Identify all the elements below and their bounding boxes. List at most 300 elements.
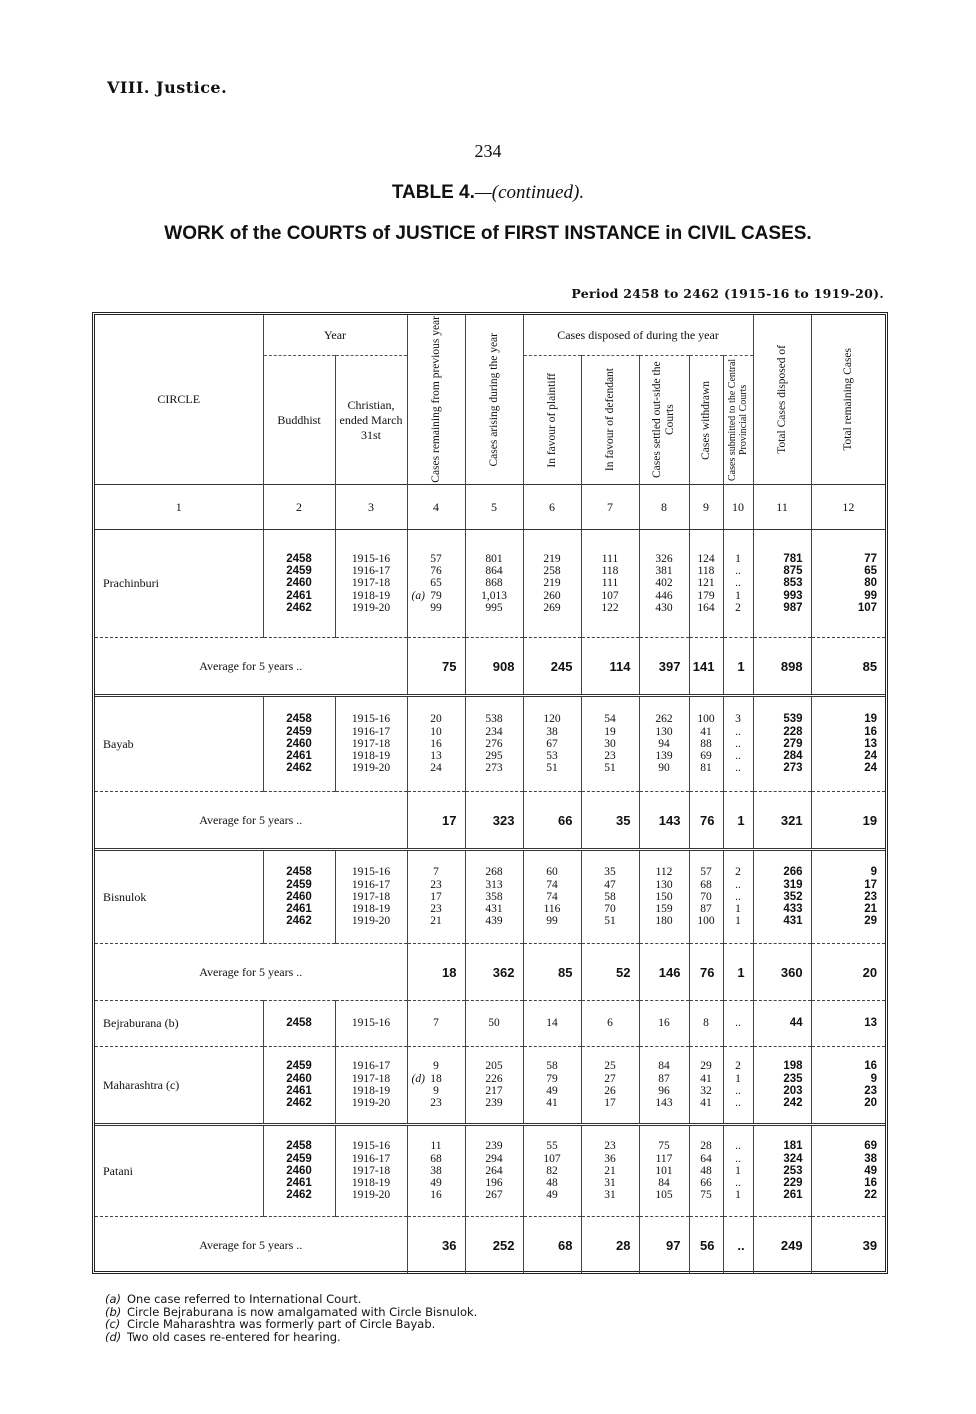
col-withdrawn <box>689 1047 723 1125</box>
value: 164 <box>697 601 715 614</box>
circle-block <box>95 530 885 638</box>
average-value: 141 <box>689 638 723 696</box>
value: 1 <box>735 589 741 602</box>
value: 993 <box>783 589 803 602</box>
table-subtitle: WORK of the COURTS of JUSTICE of FIRST INSTANCE in CIVIL CASES. <box>164 223 812 244</box>
value: 26 <box>604 1085 616 1097</box>
value: 1 <box>735 552 741 565</box>
average-row <box>95 638 885 696</box>
value: 60 <box>546 866 558 879</box>
col-arising <box>465 1125 523 1217</box>
value: 1,013 <box>481 589 507 602</box>
value: 781 <box>783 552 803 565</box>
average-value: 28 <box>581 1217 639 1274</box>
value: 20 <box>430 713 442 726</box>
buddhist-year: 2460 <box>286 890 312 903</box>
value: 203 <box>783 1085 803 1097</box>
buddhist-year: 2459 <box>286 1152 312 1165</box>
value: 24 <box>864 762 878 775</box>
col-settled <box>639 850 689 944</box>
remaining-prev-value <box>408 1153 465 1165</box>
value: 159 <box>655 903 673 916</box>
christian-year: 1918-19 <box>351 1177 391 1190</box>
value: 358 <box>485 890 503 903</box>
period-label: Period 2458 to 2462 (1915-16 to 1919-20). <box>571 286 884 301</box>
christian-year: 1919-20 <box>351 1189 391 1202</box>
value: 19 <box>864 713 878 726</box>
value: 44 <box>789 1017 803 1030</box>
col-settled <box>639 1001 689 1047</box>
footnote <box>105 1331 477 1344</box>
col-total-disposed <box>753 530 811 638</box>
col-defendant <box>581 530 639 638</box>
value: 69 <box>700 750 712 763</box>
buddhist-years <box>263 530 335 638</box>
value: 801 <box>485 552 503 565</box>
value: 253 <box>783 1164 803 1177</box>
value: 7 <box>433 1017 439 1030</box>
remaining-prev-value <box>408 1165 465 1177</box>
value: 29 <box>700 1060 712 1073</box>
average-value: 56 <box>689 1217 723 1274</box>
value: 57 <box>430 552 442 565</box>
col-settled <box>639 696 689 792</box>
value: 17 <box>604 1097 616 1110</box>
table-title <box>0 182 976 204</box>
average-value: 18 <box>407 944 465 1001</box>
value: 14 <box>546 1017 558 1030</box>
col-remaining-prev <box>407 850 465 944</box>
value: 150 <box>655 890 673 903</box>
value: 226 <box>485 1072 503 1085</box>
value: 24 <box>430 762 442 775</box>
header-defendant-text: In favour of defendant <box>603 368 616 472</box>
value: 118 <box>601 565 619 578</box>
buddhist-year: 2459 <box>286 565 312 578</box>
average-value: 17 <box>407 792 465 850</box>
header-circle: CIRCLE <box>95 315 263 485</box>
value: 276 <box>485 737 503 750</box>
column-number: 11 <box>753 485 811 530</box>
value: 107 <box>857 601 878 614</box>
value: 7 <box>433 866 439 879</box>
buddhist-year: 2462 <box>286 915 312 928</box>
remaining-prev-value <box>408 879 465 891</box>
value: 9 <box>433 1085 439 1097</box>
christian-year: 1915-16 <box>351 1140 391 1153</box>
value: .. <box>735 565 741 578</box>
value: 35 <box>604 866 616 879</box>
table-title-continued: —(continued). <box>474 182 585 203</box>
col-settled <box>639 530 689 638</box>
value: 267 <box>485 1189 503 1202</box>
value: 84 <box>658 1060 670 1073</box>
value: 23 <box>430 903 442 916</box>
col-remaining-prev <box>407 1125 465 1217</box>
remaining-prev-value <box>408 762 465 774</box>
col-arising <box>465 530 523 638</box>
value: 987 <box>783 601 803 614</box>
value: 431 <box>783 915 803 928</box>
header-year: Year <box>263 315 407 356</box>
value: 32 <box>700 1085 712 1097</box>
col-submitted <box>723 850 753 944</box>
column-number: 4 <box>407 485 465 530</box>
col-arising <box>465 696 523 792</box>
value: 25 <box>604 1060 616 1073</box>
value: 868 <box>485 577 503 590</box>
header-total-disposed-text: Total Cases disposed of <box>775 345 788 454</box>
column-number: 7 <box>581 485 639 530</box>
value: 100 <box>697 713 715 726</box>
christian-years <box>335 1125 407 1217</box>
value: 294 <box>485 1152 503 1165</box>
average-value: 35 <box>581 792 639 850</box>
value: 1 <box>735 1189 741 1202</box>
value: 402 <box>655 577 673 590</box>
value: 75 <box>700 1189 712 1202</box>
value: 49 <box>546 1085 558 1097</box>
column-number: 8 <box>639 485 689 530</box>
value: 2 <box>735 601 741 614</box>
value: 57 <box>700 866 712 879</box>
column-number: 10 <box>723 485 753 530</box>
buddhist-year: 2461 <box>286 903 312 916</box>
column-number: 3 <box>335 485 407 530</box>
col-plaintiff <box>523 530 581 638</box>
value: 229 <box>783 1177 803 1190</box>
value: 41 <box>700 725 712 738</box>
value: 41 <box>700 1072 712 1085</box>
value: 28 <box>700 1140 712 1153</box>
value: 121 <box>697 577 715 590</box>
average-value: 908 <box>465 638 523 696</box>
average-value: 321 <box>753 792 811 850</box>
value: 439 <box>485 915 503 928</box>
value: 49 <box>864 1164 878 1177</box>
remaining-prev-value <box>408 1017 465 1029</box>
value: 55 <box>546 1140 558 1153</box>
remaining-prev-value <box>408 1073 465 1085</box>
christian-year: 1919-20 <box>351 915 391 928</box>
value: 130 <box>655 878 673 891</box>
header-christian: Christian, ended March 31st <box>335 356 407 485</box>
average-value: 85 <box>523 944 581 1001</box>
value: 112 <box>655 866 673 879</box>
value: 69 <box>864 1140 878 1153</box>
average-value: 397 <box>639 638 689 696</box>
col-total-disposed <box>753 696 811 792</box>
footnote-mark: (b) <box>105 1304 122 1319</box>
value: 433 <box>783 903 803 916</box>
value: 17 <box>864 878 878 891</box>
value: 49 <box>430 1177 442 1190</box>
value: .. <box>735 577 741 590</box>
value: 68 <box>700 878 712 891</box>
note-mark: (a) <box>411 589 425 602</box>
column-number: 2 <box>263 485 335 530</box>
value: 13 <box>864 737 878 750</box>
value: 1 <box>735 1164 741 1177</box>
christian-year: 1916-17 <box>351 1152 391 1165</box>
buddhist-year: 2461 <box>286 1085 312 1097</box>
col-plaintiff <box>523 1125 581 1217</box>
christian-year: 1915-16 <box>351 552 391 565</box>
col-total-remaining <box>811 1125 885 1217</box>
average-label: Average for 5 years .. <box>95 638 407 696</box>
value: 116 <box>543 903 561 916</box>
value: 101 <box>655 1164 673 1177</box>
value: 16 <box>864 725 878 738</box>
col-total-remaining <box>811 1047 885 1125</box>
average-label: Average for 5 years .. <box>95 1217 407 1274</box>
value: 2 <box>735 866 741 879</box>
value: 269 <box>543 601 561 614</box>
value: 431 <box>485 903 503 916</box>
christian-year: 1915-16 <box>351 866 391 879</box>
buddhist-year: 2458 <box>286 1017 312 1030</box>
christian-year: 1917-18 <box>351 1072 391 1085</box>
average-value: 898 <box>753 638 811 696</box>
value: 79 <box>546 1072 558 1085</box>
value: 16 <box>864 1177 878 1190</box>
average-label: Average for 5 years .. <box>95 944 407 1001</box>
column-number: 6 <box>523 485 581 530</box>
col-submitted <box>723 1125 753 1217</box>
value: 139 <box>655 750 673 763</box>
value: 13 <box>430 750 442 763</box>
value: .. <box>735 762 741 775</box>
average-value: 245 <box>523 638 581 696</box>
christian-year: 1916-17 <box>351 1060 391 1073</box>
col-total-remaining <box>811 1001 885 1047</box>
col-submitted <box>723 1047 753 1125</box>
average-value: 114 <box>581 638 639 696</box>
col-total-remaining <box>811 530 885 638</box>
col-total-disposed <box>753 850 811 944</box>
circle-block <box>95 1125 885 1217</box>
header-total-disposed <box>753 315 811 485</box>
remaining-prev-value <box>408 1060 465 1072</box>
value: 219 <box>543 552 561 565</box>
remaining-prev-value <box>408 602 465 614</box>
christian-year: 1918-19 <box>351 1085 391 1097</box>
buddhist-year: 2461 <box>286 750 312 763</box>
value: 198 <box>783 1060 803 1073</box>
header-arising <box>465 315 523 485</box>
average-value: 68 <box>523 1217 581 1274</box>
buddhist-year: 2460 <box>286 577 312 590</box>
col-withdrawn <box>689 1125 723 1217</box>
circle-block <box>95 850 885 944</box>
remaining-prev-value <box>408 1097 465 1109</box>
average-value: 85 <box>862 658 878 674</box>
remaining-prev-value <box>408 565 465 577</box>
value: 47 <box>604 878 616 891</box>
christian-year: 1916-17 <box>351 878 391 891</box>
value: 36 <box>604 1152 616 1165</box>
value: .. <box>735 1140 741 1153</box>
value: 324 <box>783 1152 803 1165</box>
average-value: 66 <box>523 792 581 850</box>
value: 48 <box>700 1164 712 1177</box>
col-plaintiff <box>523 1047 581 1125</box>
value: .. <box>735 890 741 903</box>
value: 268 <box>485 866 503 879</box>
christian-year: 1918-19 <box>351 750 391 763</box>
value: 70 <box>700 890 712 903</box>
buddhist-years <box>263 1047 335 1125</box>
christian-year: 1916-17 <box>351 565 391 578</box>
header-remaining-prev <box>407 315 465 485</box>
col-submitted <box>723 696 753 792</box>
average-value: 362 <box>465 944 523 1001</box>
footnote-text: One case referred to International Court. <box>127 1292 362 1306</box>
circle-name: Bejraburana (b) <box>95 1001 263 1047</box>
average-value: 76 <box>689 944 723 1001</box>
buddhist-year: 2459 <box>286 1060 312 1073</box>
buddhist-year: 2460 <box>286 737 312 750</box>
value: 23 <box>430 1097 442 1110</box>
value: 31 <box>604 1177 616 1190</box>
buddhist-years <box>263 696 335 792</box>
header-submitted <box>723 356 753 485</box>
value: 9 <box>870 866 878 879</box>
value: 96 <box>658 1085 670 1097</box>
value: 13 <box>864 1017 878 1030</box>
value: 23 <box>604 750 616 763</box>
value: 179 <box>697 589 715 602</box>
christian-years <box>335 530 407 638</box>
value: 539 <box>783 713 803 726</box>
value: 1 <box>735 915 741 928</box>
value: 87 <box>658 1072 670 1085</box>
value: 38 <box>864 1152 878 1165</box>
buddhist-year: 2462 <box>286 1097 312 1110</box>
average-value: 52 <box>581 944 639 1001</box>
average-value: 1 <box>723 792 753 850</box>
christian-year: 1916-17 <box>351 725 391 738</box>
value: 58 <box>604 890 616 903</box>
christian-year: 1919-20 <box>351 1097 391 1110</box>
value: 105 <box>655 1189 673 1202</box>
value: 27 <box>604 1072 616 1085</box>
value: 196 <box>485 1177 503 1190</box>
remaining-prev-value <box>408 590 465 602</box>
value: 23 <box>864 1085 878 1097</box>
value: 23 <box>430 878 442 891</box>
buddhist-year: 2458 <box>286 866 312 879</box>
value: 180 <box>655 915 673 928</box>
value: 70 <box>604 903 616 916</box>
value: 23 <box>604 1140 616 1153</box>
value: 273 <box>485 762 503 775</box>
value: 16 <box>430 1189 442 1202</box>
value: 74 <box>546 890 558 903</box>
value: 87 <box>700 903 712 916</box>
value: 48 <box>546 1177 558 1190</box>
footnote-text: Circle Maharashtra was formerly part of Circle Bayab. <box>127 1317 436 1331</box>
header-withdrawn-text: Cases withdrawn <box>699 380 712 460</box>
col-submitted <box>723 1001 753 1047</box>
col-plaintiff <box>523 1001 581 1047</box>
buddhist-year: 2461 <box>286 1177 312 1190</box>
value: 9 <box>870 1072 878 1085</box>
value: 82 <box>546 1164 558 1177</box>
value: 120 <box>543 713 561 726</box>
buddhist-year: 2458 <box>286 552 312 565</box>
value: 117 <box>655 1152 673 1165</box>
average-label: Average for 5 years .. <box>95 792 407 850</box>
value: 10 <box>430 725 442 738</box>
value: 864 <box>485 565 503 578</box>
value: .. <box>735 1097 741 1110</box>
value: 17 <box>430 890 442 903</box>
value: 1 <box>735 903 741 916</box>
circle-name: Bayab <box>95 696 263 792</box>
civil-cases-table <box>95 315 885 1273</box>
value: 99 <box>546 915 558 928</box>
value: 352 <box>783 890 803 903</box>
value: 111 <box>601 577 619 590</box>
christian-year: 1918-19 <box>351 589 391 602</box>
value: 38 <box>430 1164 442 1177</box>
value: 8 <box>703 1017 709 1030</box>
note-mark: (d) <box>411 1072 425 1085</box>
remaining-prev-value <box>408 713 465 725</box>
value: 100 <box>697 915 715 928</box>
buddhist-year: 2458 <box>286 1140 312 1153</box>
value: 313 <box>485 878 503 891</box>
remaining-prev-value <box>408 1085 465 1097</box>
col-withdrawn <box>689 530 723 638</box>
value: 124 <box>697 552 715 565</box>
value: 99 <box>430 601 442 614</box>
header-total-remaining-text: Total remaining Cases <box>841 348 854 451</box>
christian-year: 1918-19 <box>351 903 391 916</box>
circle-block <box>95 1001 885 1047</box>
value: 16 <box>658 1017 670 1030</box>
value: 242 <box>783 1097 803 1110</box>
value: 50 <box>488 1017 500 1030</box>
average-value: 1 <box>723 944 753 1001</box>
header-plaintiff <box>523 356 581 485</box>
col-total-remaining <box>811 696 885 792</box>
value: 64 <box>700 1152 712 1165</box>
value: 16 <box>864 1060 878 1073</box>
value: 239 <box>485 1097 503 1110</box>
value: 76 <box>430 565 442 578</box>
christian-years <box>335 1047 407 1125</box>
value: 235 <box>783 1072 803 1085</box>
value: 31 <box>604 1189 616 1202</box>
circle-block <box>95 1047 885 1125</box>
value: 53 <box>546 750 558 763</box>
average-value: 76 <box>689 792 723 850</box>
value: 262 <box>655 713 673 726</box>
value: 3 <box>735 713 741 726</box>
footnote-mark: (d) <box>105 1329 122 1344</box>
christian-year: 1917-18 <box>351 890 391 903</box>
average-value: 249 <box>753 1217 811 1274</box>
header-disposed-group: Cases disposed of during the year <box>523 315 753 356</box>
value: 122 <box>601 601 619 614</box>
value: 99 <box>864 589 878 602</box>
col-plaintiff <box>523 696 581 792</box>
remaining-prev-value <box>408 553 465 565</box>
value: .. <box>735 737 741 750</box>
remaining-prev-value <box>408 891 465 903</box>
